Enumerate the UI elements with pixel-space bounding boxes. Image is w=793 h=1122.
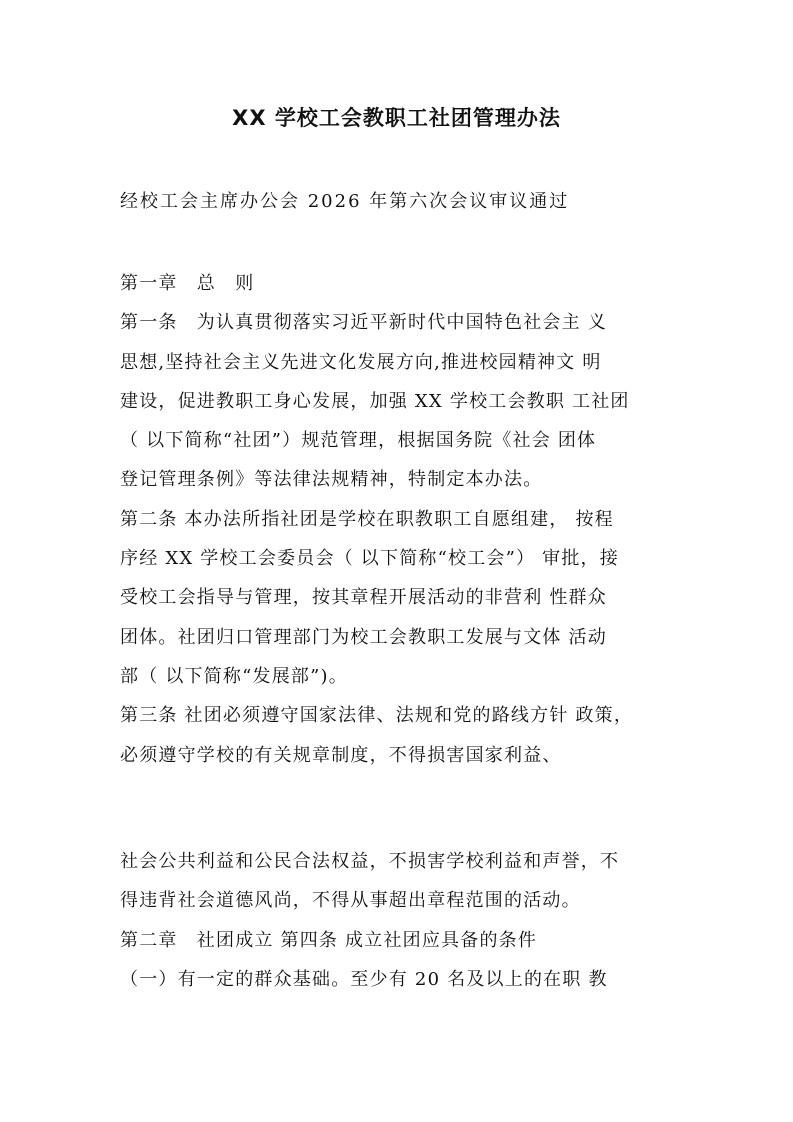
document-title: XX 学校工会教职工社团管理办法 [232, 106, 561, 130]
text-line: 部（ 以下简称“发展部”)。 [120, 665, 348, 687]
text-line: 得违背社会道德风尚，不得从事超出章程范围的活动。 [120, 890, 581, 912]
approval-note: 经校工会主席办公会 2026 年第六次会议审议通过 [120, 191, 570, 212]
text-line: （ 以下简称“社团”）规范管理，根据国务院《社会 团体 [120, 430, 597, 452]
text-line: 第二条 本办法所指社团是学校在职教职工自愿组建， 按程 [120, 508, 614, 530]
text-line: 思想,坚持社会主义先进文化发展方向,推进校园精神文 明 [120, 351, 602, 373]
text-line: 受校工会指导与管理，按其章程开展活动的非营利 性群众 [120, 587, 607, 609]
text-line: 团体。社团归口管理部门为校工会教职工发展与文体 活动 [120, 626, 607, 648]
text-line: 序经 XX 学校工会委员会（ 以下简称“校工会”） 审批，接 [120, 548, 619, 570]
body-text-block-1 [120, 264, 680, 775]
body-text-block-2 [120, 842, 680, 999]
text-line: 社会公共利益和公民合法权益，不损害学校利益和声誉，不 [120, 851, 620, 872]
text-line: 第一章 总 则 [120, 273, 255, 294]
text-line: 必须遵守学校的有关规章制度，不得损害国家利益、 [120, 744, 562, 766]
text-line: （一）有一定的群众基础。至少有 20 名及以上的在职 教 [120, 968, 608, 990]
text-line: 第三条 社团必须遵守国家法律、法规和党的路线方针 政策， [120, 705, 634, 727]
text-line: 登记管理条例》等法律法规精神，特制定本办法。 [120, 469, 543, 491]
text-line: 第一条 为认真贯彻落实习近平新时代中国特色社会主 义 [120, 312, 607, 334]
text-line: 建设，促进教职工身心发展，加强 XX 学校工会教职 工社团 [120, 390, 630, 412]
text-line: 第二章 社团成立 第四条 成立社团应具备的条件 [120, 929, 538, 951]
